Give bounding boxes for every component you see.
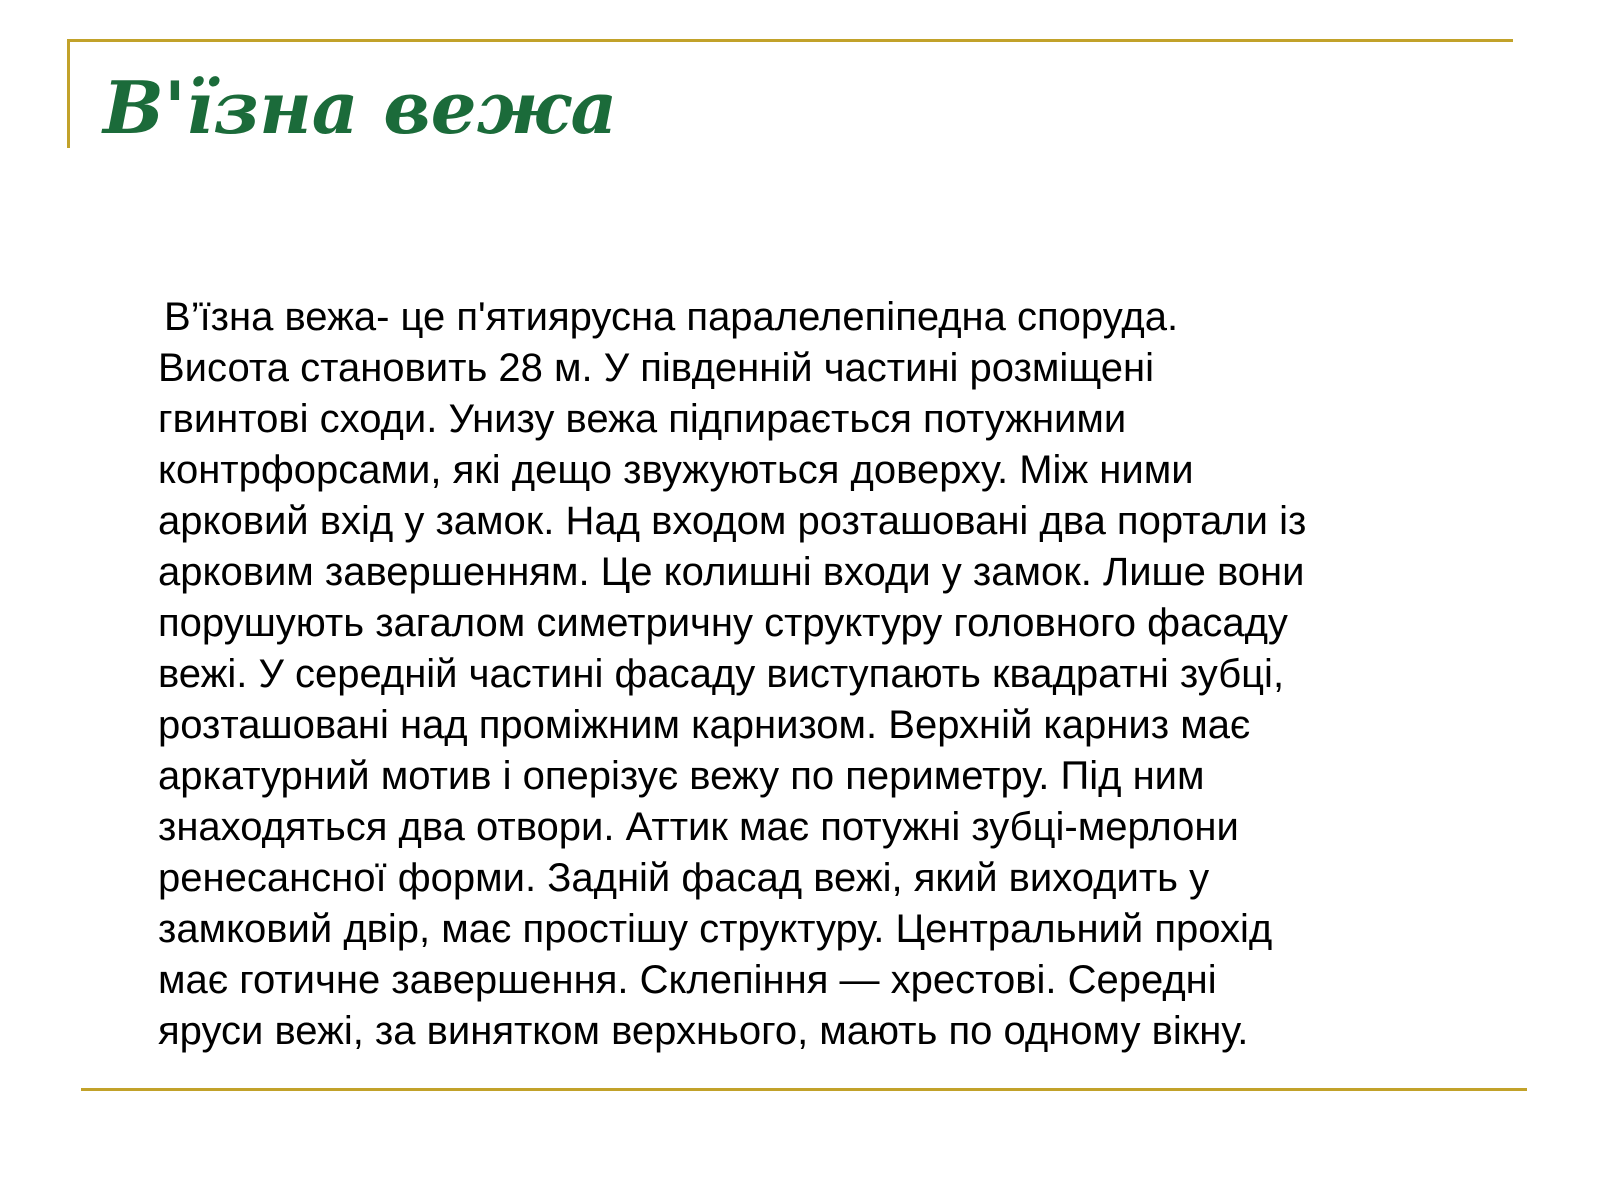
body-line: замковий двір, має простішу структуру. Центральний прохід [158,907,1273,951]
body-line: знаходяться два отвори. Аттик має потужні зубці-мерлони [158,805,1239,849]
body-line: розташовані над проміжним карнизом. Верхній карниз має [158,703,1251,747]
left-accent-line [67,39,70,148]
body-line: яруси вежі, за винятком верхнього, мають по одному вікну. [158,1009,1249,1053]
body-line: ренесансної форми. Задній фасад вежі, який виходить у [158,856,1210,900]
body-line: має готичне завершення. Склепіння — хрестові. Середні [158,958,1217,1002]
slide-body-text [158,292,1528,1057]
body-line: Висота становить 28 м. У південній частині розміщені [158,346,1154,390]
body-line: аркатурний мотив і оперізує вежу по периметру. Під ним [158,754,1205,798]
top-divider-line [67,39,1513,42]
bottom-divider-line [81,1088,1527,1091]
body-line: арковим завершенням. Це колишні входи у замок. Лише вони [158,550,1305,594]
body-line: арковий вхід у замок. Над входом розташовані два портали із [158,499,1307,543]
body-line: В’їзна вежа- це п'ятиярусна паралелепіпедна споруда. [164,295,1179,339]
body-line: порушують загалом симетричну структуру головного фасаду [158,601,1288,645]
slide-title: В'їзна вежа [103,65,618,150]
body-line: вежі. У середній частині фасаду виступають квадратні зубці, [158,652,1285,696]
body-line: контрфорсами, які дещо звужуються доверху. Між ними [158,448,1194,492]
body-line: гвинтові сходи. Унизу вежа підпирається потужними [158,397,1127,441]
